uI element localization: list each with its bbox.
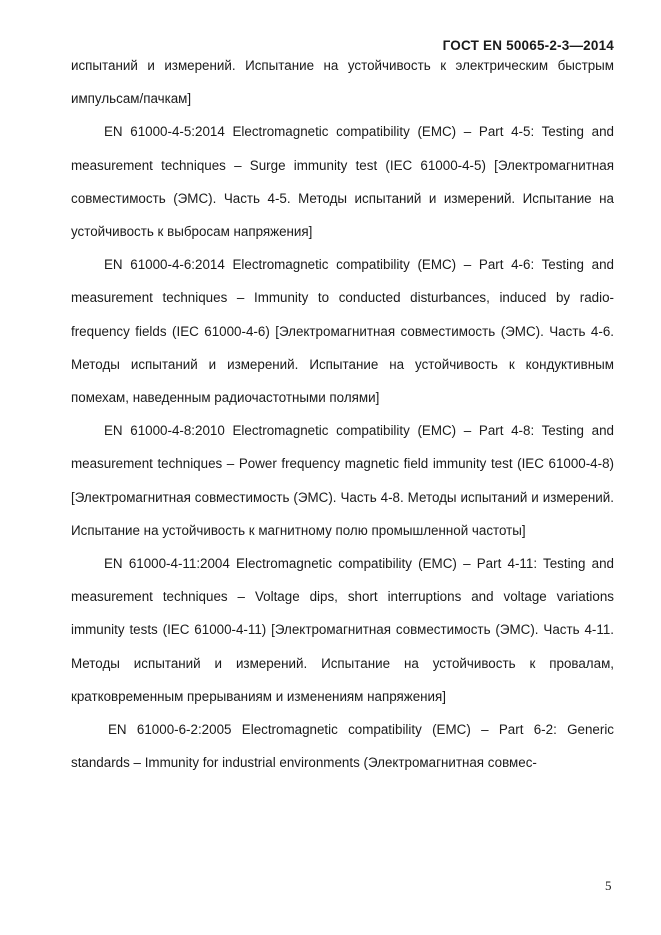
paragraph-en-61000-4-8: EN 61000-4-8:2010 Electromagnetic compatibility (EMC) – Part 4-8: Testing and measurement techniques – Power frequency magnetic field immunity test (IEC 61000-4-8) [Электромагнитная совместимость (ЭМС). Часть 4-8. Методы испытаний и измерений. Испытание на устойчивость к магнитному полю промышленной частоты] (71, 423, 614, 538)
paragraph-continuation: испытаний и измерений. Испытание на устойчивость к электрическим быстрым импульсам/пачкам] (71, 58, 614, 107)
paragraph-en-61000-4-11: EN 61000-4-11:2004 Electromagnetic compatibility (EMC) – Part 4-11: Testing and measurement techniques – Voltage dips, short interruptions and voltage variations immunity tests (IEC 61000-4-11) [Электромагнитная совместимость (ЭМС). Часть 4-11. Методы испытаний и измерений. Испытание на устойчивость к провалам, кратковременным прерываниям и изменениям напряжения] (71, 556, 614, 704)
paragraph-en-61000-6-2: EN 61000-6-2:2005 Electromagnetic compatibility (EMC) – Part 6-2: Generic standards – Immunity for industrial environments (Электромагнитная совмес- (71, 722, 614, 771)
page-number: 5 (605, 878, 612, 893)
paragraph-en-61000-4-6: EN 61000-4-6:2014 Electromagnetic compatibility (EMC) – Part 4-6: Testing and measurement techniques – Immunity to conducted disturbances, induced by radio-frequency fields (IEC 61000-4-6) [Электромагнитная совместимость (ЭМС). Часть 4-6. Методы испытаний и измерений. Испытание на устойчивость к кондуктивным помехам, наведенным радиочастотными полями] (71, 257, 614, 406)
document-header: ГОСТ EN 50065-2-3—2014 (442, 38, 614, 53)
page-body (71, 49, 614, 779)
paragraph-en-61000-4-5: EN 61000-4-5:2014 Electromagnetic compatibility (EMC) – Part 4-5: Testing and measurement techniques – Surge immunity test (IEC 61000-4-5) [Электромагнитная совместимость (ЭМС). Часть 4-5. Методы испытаний и измерений. Испытание на устойчивость к выбросам напряжения] (71, 124, 614, 240)
